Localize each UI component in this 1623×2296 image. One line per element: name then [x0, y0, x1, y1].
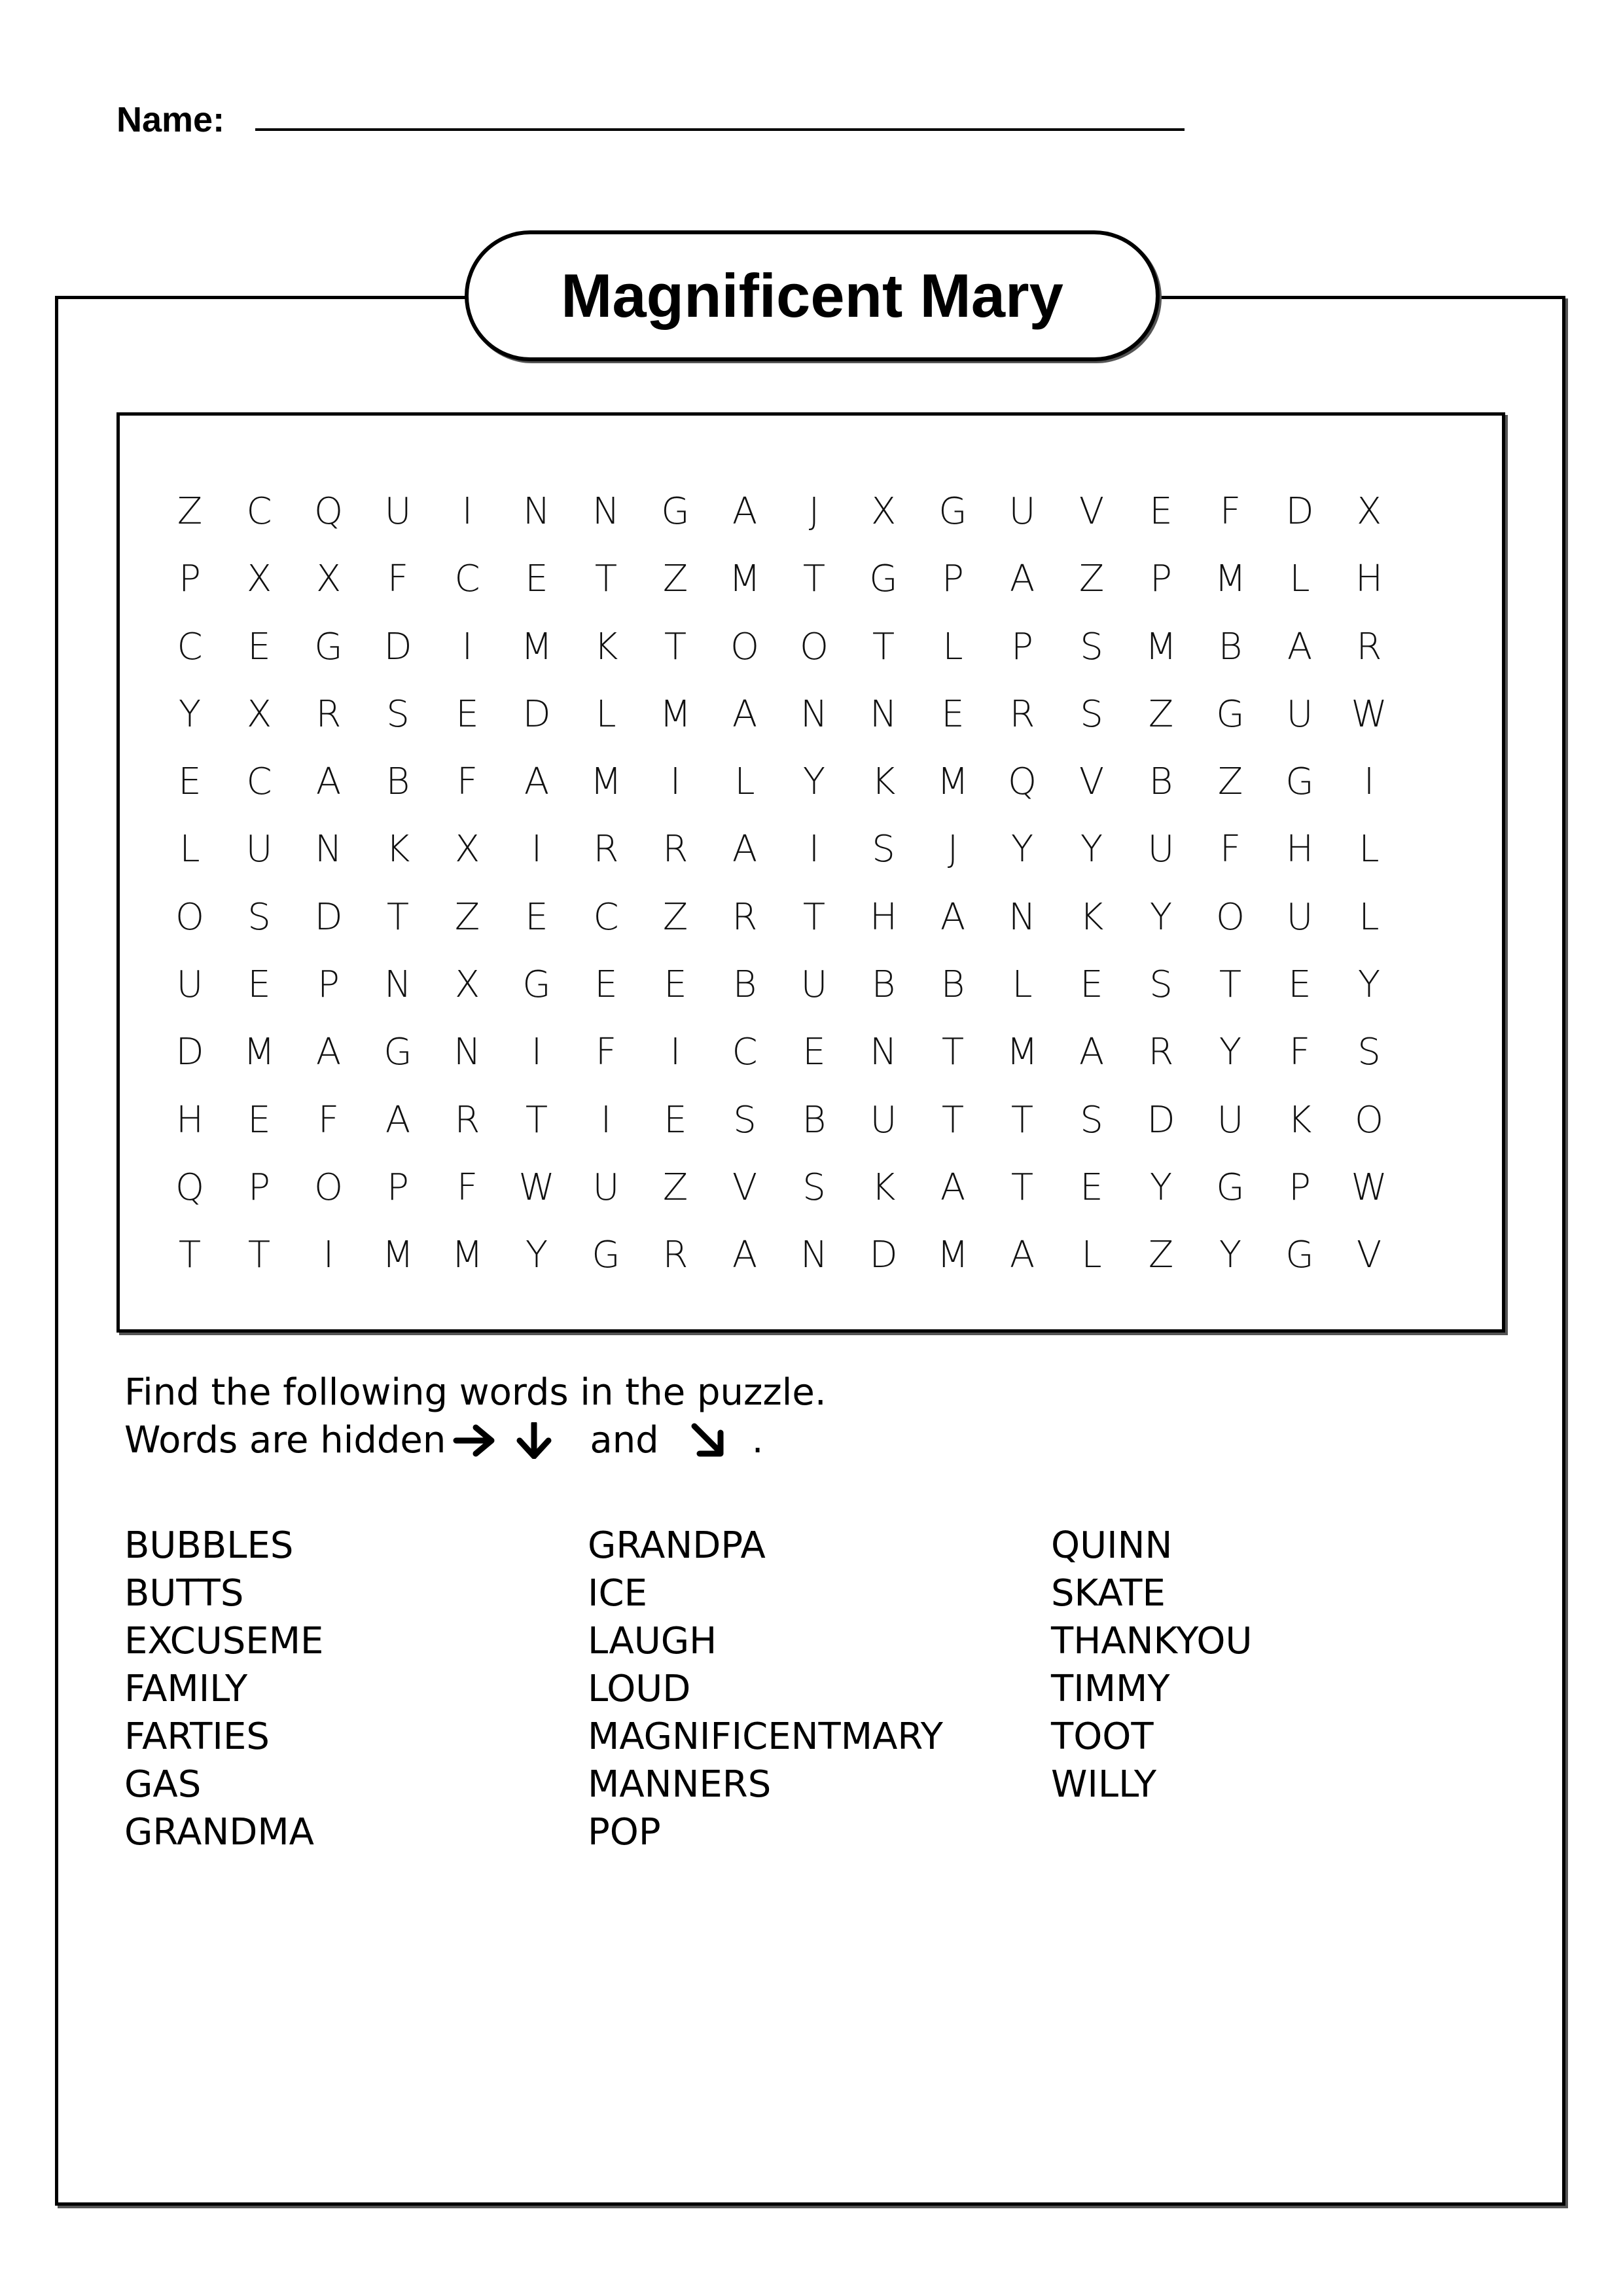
instruction-and: and [590, 1419, 659, 1462]
grid-letter: A [732, 692, 758, 736]
grid-letter: K [1079, 895, 1104, 939]
page-title: Magnificent Mary [561, 261, 1063, 330]
grid-letter: E [525, 895, 548, 939]
arrow-diagonal-down-right-icon [685, 1422, 731, 1459]
grid-letter: B [732, 963, 757, 1007]
grid-letter: A [732, 828, 758, 871]
grid-letter: Q [313, 490, 344, 533]
grid-letter: E [1288, 963, 1311, 1007]
grid-letter: E [455, 692, 479, 736]
name-write-line[interactable] [255, 128, 1185, 131]
grid-letter: L [1359, 895, 1380, 939]
grid-letter: M [936, 761, 969, 804]
grid-letter: I [669, 761, 681, 804]
grid-letter: F [456, 1166, 478, 1209]
grid-letter: T [1219, 963, 1242, 1007]
grid-letter: M [1214, 558, 1247, 601]
grid-letter: P [387, 1166, 409, 1209]
grid-letter: A [524, 761, 550, 804]
grid-letter: V [732, 1166, 758, 1209]
word-item: BUBBLES [124, 1524, 294, 1567]
grid-letter: X [1356, 490, 1382, 533]
grid-letter: L [1012, 963, 1033, 1007]
instruction-period: . [751, 1419, 764, 1462]
grid-letter: F [595, 1031, 617, 1074]
grid-letter: G [1216, 1166, 1245, 1209]
grid-letter: U [384, 490, 412, 533]
grid-letter: L [596, 692, 616, 736]
grid-letter: P [1011, 625, 1033, 668]
grid-letter: F [1219, 828, 1241, 871]
grid-letter: A [940, 1166, 966, 1209]
grid-letter: G [1285, 761, 1314, 804]
grid-letter: Z [177, 490, 203, 533]
grid-letter: T [802, 558, 826, 601]
grid-letter: G [661, 490, 690, 533]
grid-letter: C [593, 895, 619, 939]
grid-letter: T [594, 558, 618, 601]
grid-letter: T [941, 1031, 965, 1074]
grid-letter: E [1149, 490, 1173, 533]
grid-letter: Y [1219, 1234, 1242, 1277]
grid-letter: K [1287, 1098, 1312, 1141]
name-label: Name: [116, 100, 225, 139]
grid-letter: X [246, 558, 272, 601]
grid-letter: R [1009, 692, 1035, 736]
grid-letter: M [728, 558, 761, 601]
grid-letter: A [732, 1234, 758, 1277]
grid-letter: M [590, 761, 622, 804]
grid-letter: N [1008, 895, 1036, 939]
grid-letter: O [730, 625, 760, 668]
grid-letter: N [315, 828, 342, 871]
grid-letter: M [451, 1234, 484, 1277]
word-item: GRANDMA [124, 1811, 314, 1854]
grid-letter: G [1285, 1234, 1314, 1277]
grid-letter: A [940, 895, 966, 939]
grid-letter: Y [1149, 895, 1173, 939]
grid-letter: I [669, 1031, 681, 1074]
grid-letter: I [808, 828, 820, 871]
grid-letter: Y [1357, 963, 1381, 1007]
grid-letter: Y [525, 1234, 548, 1277]
grid-letter: S [1357, 1031, 1381, 1074]
word-item: EXCUSEME [124, 1620, 324, 1662]
grid-letter: S [872, 828, 895, 871]
grid-letter: X [870, 490, 897, 533]
grid-letter: U [1217, 1098, 1244, 1141]
grid-letter: G [938, 490, 967, 533]
grid-letter: J [808, 490, 820, 533]
grid-letter: Y [178, 692, 202, 736]
grid-letter: U [870, 1098, 897, 1141]
grid-letter: H [1285, 828, 1314, 871]
grid-letter: N [800, 692, 828, 736]
grid-letter: J [947, 828, 959, 871]
grid-letter: B [871, 963, 896, 1007]
word-item: ICE [588, 1572, 647, 1615]
grid-letter: U [1008, 490, 1036, 533]
grid-letter: T [941, 1098, 965, 1141]
grid-letter: X [454, 963, 480, 1007]
grid-letter: I [531, 1031, 543, 1074]
grid-letter: A [1009, 1234, 1035, 1277]
grid-letter: V [1356, 1234, 1382, 1277]
grid-letter: Z [1148, 692, 1174, 736]
word-item: POP [588, 1811, 661, 1854]
grid-letter: N [592, 490, 620, 533]
word-list-column-1 [124, 1522, 323, 1856]
grid-letter: D [869, 1234, 898, 1277]
arrow-down-icon [511, 1422, 557, 1459]
grid-letter: B [1218, 625, 1243, 668]
grid-letter: G [869, 558, 898, 601]
grid-letter: T [247, 1234, 271, 1277]
grid-letter: R [1356, 625, 1382, 668]
grid-letter: H [869, 895, 898, 939]
grid-letter: R [732, 895, 758, 939]
instruction-line-2 [124, 1419, 764, 1462]
word-item: SKATE [1051, 1572, 1166, 1615]
grid-letter: Y [1080, 828, 1103, 871]
grid-letter: O [799, 625, 829, 668]
grid-letter: E [1080, 963, 1103, 1007]
grid-letter: Q [1007, 761, 1037, 804]
grid-letter: W [518, 1166, 555, 1209]
grid-letter: Z [662, 1166, 688, 1209]
grid-letter: P [942, 558, 964, 601]
grid-letter: L [1081, 1234, 1102, 1277]
grid-letter: U [1286, 692, 1313, 736]
word-item: MAGNIFICENTMARY [588, 1715, 943, 1758]
grid-letter: W [1351, 692, 1387, 736]
grid-letter: G [1216, 692, 1245, 736]
grid-letter: Y [1219, 1031, 1242, 1074]
grid-letter: Z [1217, 761, 1243, 804]
grid-letter: M [520, 625, 553, 668]
grid-letter: X [454, 828, 480, 871]
grid-letter: X [315, 558, 342, 601]
grid-letter: E [594, 963, 618, 1007]
title-banner [465, 230, 1160, 361]
grid-letter: E [178, 761, 202, 804]
grid-letter: A [385, 1098, 411, 1141]
word-item: LOUD [588, 1668, 691, 1710]
grid-letter: G [383, 1031, 412, 1074]
grid-letter: D [522, 692, 551, 736]
grid-letter: T [802, 895, 826, 939]
grid-letter: R [662, 1234, 688, 1277]
grid-letter: S [1080, 692, 1103, 736]
grid-letter: F [317, 1098, 340, 1141]
grid-letter: V [1079, 490, 1105, 533]
grid-letter: I [461, 625, 473, 668]
grid-letter: R [1148, 1031, 1174, 1074]
arrow-right-icon [452, 1422, 498, 1459]
grid-letter: E [525, 558, 548, 601]
grid-letter: C [454, 558, 480, 601]
grid-letter: M [936, 1234, 969, 1277]
grid-letter: N [870, 692, 897, 736]
grid-letter: K [871, 761, 896, 804]
grid-letter: S [802, 1166, 826, 1209]
word-item: QUINN [1051, 1524, 1173, 1567]
grid-letter: H [1355, 558, 1383, 601]
instruction-prefix: Words are hidden [124, 1419, 446, 1462]
word-list-column-3 [1051, 1522, 1252, 1808]
grid-letter: O [1215, 895, 1245, 939]
word-item: LAUGH [588, 1620, 717, 1662]
grid-letter: N [523, 490, 550, 533]
grid-letter: R [315, 692, 342, 736]
grid-letter: D [1285, 490, 1314, 533]
grid-letter: U [176, 963, 204, 1007]
grid-letter: B [802, 1098, 827, 1141]
grid-letter: Q [175, 1166, 205, 1209]
grid-letter: N [870, 1031, 897, 1074]
grid-letter: P [1289, 1166, 1311, 1209]
word-item: GAS [124, 1763, 202, 1806]
grid-letter: U [245, 828, 273, 871]
grid-letter: M [1145, 625, 1177, 668]
grid-letter: K [871, 1166, 896, 1209]
grid-letter: T [872, 625, 895, 668]
grid-letter: I [461, 490, 473, 533]
grid-letter: I [531, 828, 543, 871]
grid-letter: O [175, 895, 205, 939]
grid-letter: D [175, 1031, 204, 1074]
instruction-text: Find the following words in the puzzle. [124, 1371, 827, 1414]
word-item: THANKYOU [1051, 1620, 1253, 1662]
grid-letter: Y [1010, 828, 1034, 871]
word-item: TIMMY [1051, 1668, 1170, 1710]
grid-letter: C [177, 625, 203, 668]
grid-letter: U [592, 1166, 620, 1209]
grid-letter: G [522, 963, 551, 1007]
grid-letter: U [800, 963, 828, 1007]
grid-letter: F [1289, 1031, 1311, 1074]
grid-letter: Z [1079, 558, 1105, 601]
grid-letter: R [454, 1098, 480, 1141]
grid-letter: P [179, 558, 201, 601]
grid-letter: E [247, 963, 271, 1007]
grid-letter: E [1080, 1166, 1103, 1209]
grid-letter: N [384, 963, 412, 1007]
word-item: TOOT [1051, 1715, 1154, 1758]
grid-letter: S [1080, 625, 1103, 668]
grid-letter: E [664, 1098, 687, 1141]
grid-letter: Z [662, 895, 688, 939]
grid-letter: T [178, 1234, 202, 1277]
grid-letter: A [315, 761, 342, 804]
grid-letter: O [1354, 1098, 1384, 1141]
grid-letter: S [247, 895, 271, 939]
grid-letter: D [383, 625, 412, 668]
grid-letter: A [732, 490, 758, 533]
grid-letter: E [941, 692, 965, 736]
grid-letter: B [385, 761, 410, 804]
grid-letter: N [454, 1031, 481, 1074]
grid-letter: M [1006, 1031, 1039, 1074]
grid-letter: I [323, 1234, 334, 1277]
word-item: BUTTS [124, 1572, 244, 1615]
grid-letter: T [386, 895, 410, 939]
grid-letter: B [940, 963, 965, 1007]
grid-letter: S [733, 1098, 757, 1141]
grid-letter: X [246, 692, 272, 736]
grid-letter: F [456, 761, 478, 804]
grid-letter: Z [454, 895, 480, 939]
grid-letter: E [247, 1098, 271, 1141]
word-item: MANNERS [588, 1763, 772, 1806]
grid-letter: P [248, 1166, 270, 1209]
grid-letter: T [525, 1098, 548, 1141]
grid-letter: G [314, 625, 343, 668]
grid-letter: K [594, 625, 618, 668]
grid-letter: C [246, 761, 272, 804]
grid-letter: M [659, 692, 692, 736]
grid-letter: D [1147, 1098, 1175, 1141]
grid-letter: T [1010, 1166, 1034, 1209]
grid-letter: F [1219, 490, 1241, 533]
grid-letter: L [179, 828, 200, 871]
grid-letter: A [1287, 625, 1313, 668]
word-item: FAMILY [124, 1668, 248, 1710]
grid-letter: M [382, 1234, 414, 1277]
grid-letter: R [662, 828, 688, 871]
grid-letter: I [1363, 761, 1375, 804]
grid-letter: M [243, 1031, 276, 1074]
grid-letter: L [734, 761, 755, 804]
grid-letter: C [732, 1031, 758, 1074]
grid-letter: Z [1148, 1234, 1174, 1277]
grid-letter: E [802, 1031, 826, 1074]
grid-letter: D [314, 895, 343, 939]
grid-letter: S [1080, 1098, 1103, 1141]
grid-letter: C [246, 490, 272, 533]
word-item: FARTIES [124, 1715, 270, 1758]
grid-letter: P [317, 963, 340, 1007]
grid-letter: K [385, 828, 410, 871]
grid-letter: H [175, 1098, 204, 1141]
grid-letter: A [1009, 558, 1035, 601]
grid-letter: Z [662, 558, 688, 601]
grid-letter: B [1149, 761, 1173, 804]
grid-letter: E [664, 963, 687, 1007]
grid-letter: N [800, 1234, 828, 1277]
grid-letter: E [247, 625, 271, 668]
instruction-line-1 [124, 1371, 827, 1414]
grid-letter: U [1286, 895, 1313, 939]
grid-letter: A [315, 1031, 342, 1074]
grid-letter: W [1351, 1166, 1387, 1209]
word-item: WILLY [1051, 1763, 1157, 1806]
grid-letter: G [592, 1234, 620, 1277]
grid-letter: Y [1149, 1166, 1173, 1209]
letter-grid [175, 478, 1486, 1289]
grid-letter: I [600, 1098, 612, 1141]
grid-letter: Y [802, 761, 826, 804]
grid-letter: O [313, 1166, 344, 1209]
grid-letter: V [1079, 761, 1105, 804]
grid-letter: P [1150, 558, 1172, 601]
grid-letter: R [593, 828, 619, 871]
name-field [116, 85, 224, 137]
grid-letter: S [386, 692, 410, 736]
word-item: GRANDPA [588, 1524, 766, 1567]
grid-letter: T [1010, 1098, 1034, 1141]
grid-letter: T [664, 625, 687, 668]
grid-letter: S [1149, 963, 1173, 1007]
grid-letter: L [942, 625, 963, 668]
grid-letter: A [1079, 1031, 1105, 1074]
grid-letter: L [1289, 558, 1310, 601]
grid-letter: L [1359, 828, 1380, 871]
grid-letter: F [387, 558, 409, 601]
grid-letter: U [1147, 828, 1175, 871]
word-list-column-2 [588, 1522, 943, 1856]
